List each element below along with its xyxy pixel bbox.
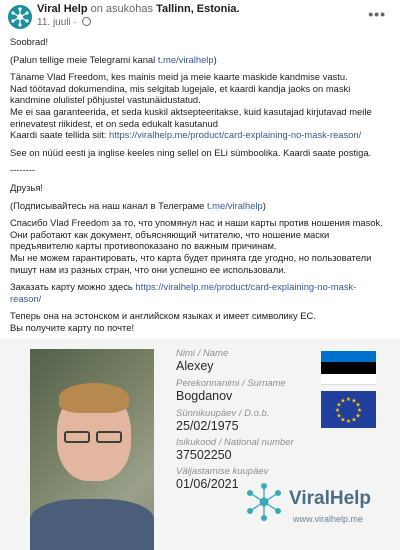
post-line [10,264,392,276]
post-line-text: Me ei saa garanteerida, et seda kuskil aktsepteeritakse, kuid kasutajad kirjutavad meile [10,105,372,117]
card-portrait-photo [30,349,154,550]
post-line-text: Теперь она на эстонском и английском языках и имеет символику ЕС. [10,310,316,322]
post-line [10,217,392,229]
post-line-suffix: ) [262,199,266,211]
post-line-text: -------- [10,164,35,176]
post-line [10,129,392,141]
location-name[interactable]: Tallinn, Estonia. [156,3,240,15]
post-line-text: пишут нам из разных стран, что они успешно ее использовали. [10,263,287,275]
post-line [10,118,392,130]
post-link[interactable]: https://viralhelp.me/product/card-explaining-no-mask- [135,281,357,293]
dob-label: Sünnikuupäev / D.o.b. [176,408,270,419]
id-value: 37502250 [176,448,232,462]
post-line-text: Nad töötavad dokumendina, mis selgitab lugejale, et kaardi kandja jaoks on maski [10,82,351,94]
name-value: Alexey [176,359,214,373]
author-line [37,3,240,15]
eu-star-icon: ★ [336,401,342,409]
post-line [10,147,392,159]
name-label: Nimi / Name [176,348,229,359]
post-line [10,83,392,95]
post-line [10,182,392,194]
post-line [10,71,392,83]
post-line [10,322,392,334]
post-link[interactable]: reason/ [10,292,42,304]
eu-star-icon: ★ [340,416,346,424]
post-line [10,106,392,118]
eu-star-icon: ★ [336,412,342,420]
post-line [10,281,392,293]
post-line-suffix: ) [213,53,217,65]
location-prefix: on asukohas [90,3,153,15]
post-line [10,293,392,305]
post-line-text: Друзья! [10,181,44,193]
eu-star-icon: ★ [351,416,357,424]
eu-star-icon: ★ [355,401,361,409]
eu-star-icon: ★ [351,397,357,405]
post-line [10,164,392,176]
post-line [10,229,392,241]
eu-star-icon: ★ [345,418,352,425]
post-line [10,252,392,264]
post-line [10,94,392,106]
post-header [0,0,400,32]
eu-star-icon: ★ [355,412,361,420]
viralhelp-brand-logo-icon [242,480,286,524]
post-line-text: (Подписывайтесь на наш канал в Телеграме [10,199,207,211]
eu-star-icon: ★ [340,397,346,405]
dob-value: 25/02/1975 [176,419,239,433]
page-avatar[interactable] [8,5,32,29]
post-line-text: Soobrad! [10,36,49,47]
expiry-value: 01/06/2021 [176,477,239,491]
post-text [10,36,392,333]
post-line-text: Täname Vlad Freedom, kes mainis meid ja meie kaarte maskide kandmise vastu. [10,71,348,83]
post-date[interactable]: 11. juuli [37,17,71,28]
globe-icon [82,17,91,26]
more-horizontal-icon[interactable]: ••• [368,6,386,22]
eu-flag-icon [321,391,376,428]
post-link[interactable]: t.me/viralhelp [206,199,263,211]
estonia-flag-icon [321,351,376,385]
post-line-text: (Palun tellige meie Telegrami kanal [10,53,158,65]
brand-url: www.viralhelp.me [293,514,364,524]
post-link[interactable]: t.me/viralhelp [157,53,214,65]
brand-name: ViralHelp [289,488,372,509]
eu-star-icon: ★ [356,407,363,414]
surname-value: Bogdanov [176,389,233,403]
eu-star-icon: ★ [345,396,352,403]
post-line-text: Вы получите карту по почте! [10,321,135,333]
post-line [10,36,392,48]
post-line-text: Заказать карту можно здесь [10,281,136,293]
post-line-text: Kaardi saate tellida siit: [10,129,110,141]
post-link[interactable]: https://viralhelp.me/product/card-explaining-no-mask-reason/ [109,129,362,141]
viralhelp-logo-icon [8,5,32,29]
post-line [10,200,392,212]
post-line [10,54,392,66]
post-line-text: erinevatest riikidest, et on seda edukalt kasutanud [10,117,218,129]
eu-star-icon: ★ [334,407,341,414]
id-label: Isikukood / National number [176,437,294,448]
post-line [10,240,392,252]
post-line-text: Они работают как документ, объясняющий читателю, что ношение маски [10,228,330,240]
post-line [10,310,392,322]
post-line-text: Спасибо Vlad Freedom за то, что упомянул нас и наши карты против ношения masok. [10,217,383,229]
post-line-text: Мы не можем гарантировать, что карта будет принята где угодно, но пользователи [10,251,372,263]
post-line-text: kandmine olulistel põhjustel vastunäidustatud. [10,94,201,106]
expiry-label: Väljastamise kuupäev [176,466,269,477]
post-line-text: предъявителю карты противопоказано по важным причинам. [10,240,277,252]
post-meta: 11. juuli · [37,17,91,28]
author-name[interactable]: Viral Help [37,3,88,15]
surname-label: Perekonnanimi / Surname [176,378,286,389]
post-line-text: See on nüüd eesti ja inglise keeles ning sellel on ELi sümboolika. Kaardi saate postiga. [10,146,372,158]
